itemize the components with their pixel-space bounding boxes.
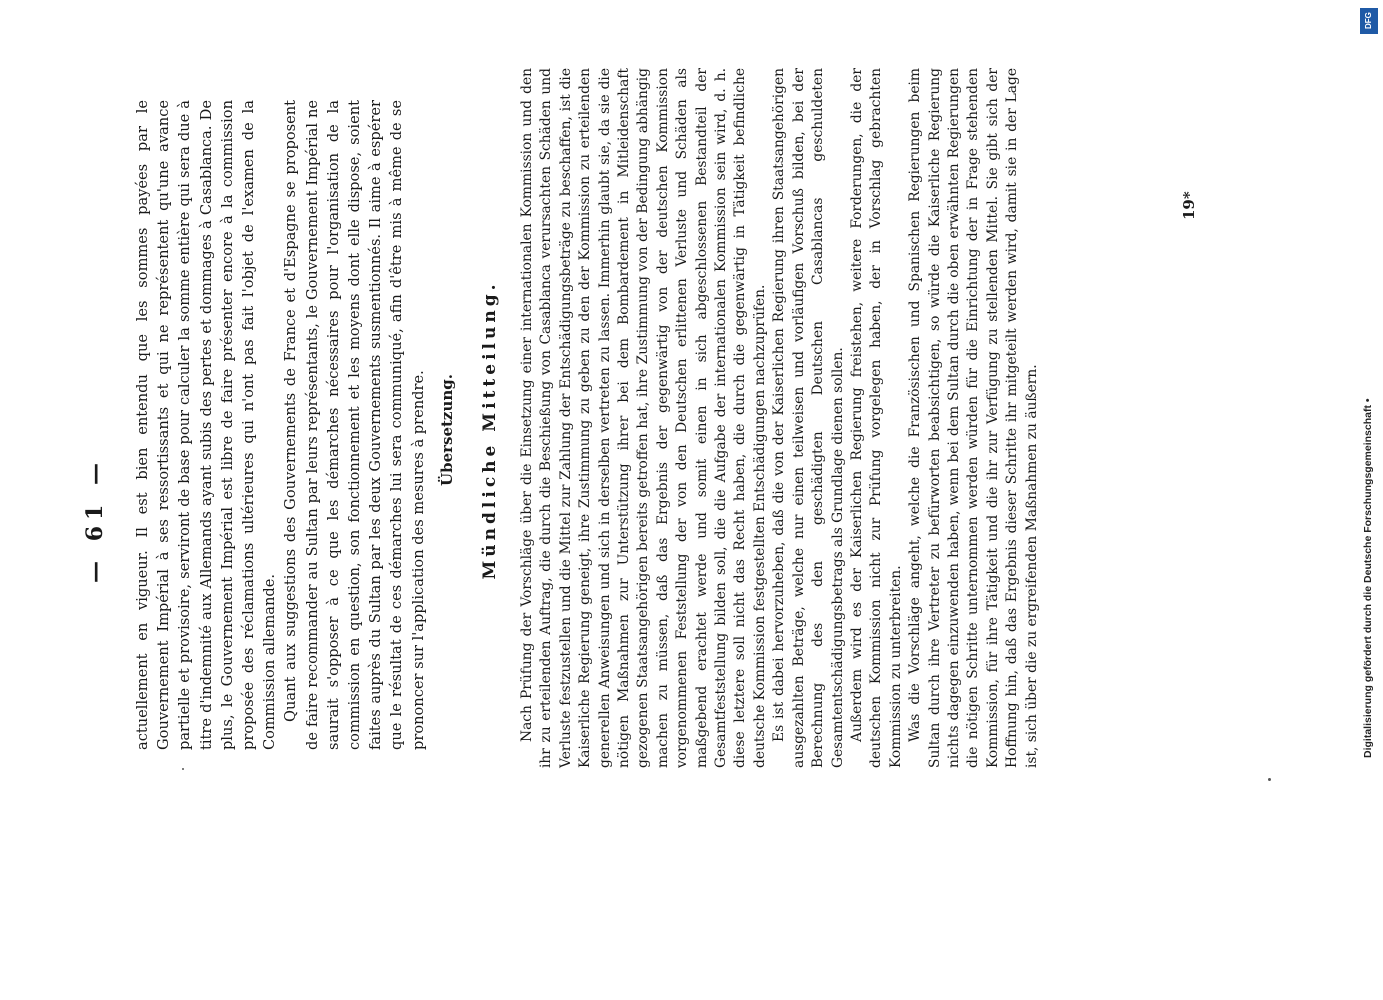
translation-title: Mündliche Mitteilung.	[480, 280, 500, 580]
scan-speck	[1268, 778, 1271, 781]
scan-speck	[182, 768, 184, 770]
german-paragraph-1: Nach Prüfung der Vorschläge über die Einsetzung einer internationalen Kommission und den ihr zu erteilenden Auftrag, die durch die Beschießung von Casablanca verursachten Schäden und Verluste festzustellen und die Mittel zur Zahlung der Entschädigungsbeträge zu beschaffen, ist die Kaiserliche Regierung geneigt, ihre Zustimmung zu geben zu den der Kommission zu erteilenden generellen Anweisungen und sich in derselben vertreten zu lassen. Immerhin glaubt sie, da sie die nötigen Maßnahmen zur Unterstützung ihrer bei dem Bombardement in Mitleidenschaft gezogenen Staatsangehörigen bereits getroffen hat, ihre Zustimmung von der Bedingung abhängig machen zu müssen, daß das Ergebnis der gegenwärtig von der deutschen Kommission vorgenommenen Feststellung der von den Deutschen erlittenen Verluste und Schäden als maßgebend erachtet werde und somit einen in sich abgeschlossenen Bestandteil der Gesamtfeststellung bilden soll, die die Aufgabe der internationalen Kommission sein wird, d. h. diese letztere soll nicht das Recht haben, die durch die gegenwärtig in Tätigkeit befindliche deutsche Kommission festgestellten Entschädigungen nachzuprüfen.	[519, 68, 768, 768]
translation-label: Übersetzung.	[438, 374, 456, 486]
page-number: — 61 —	[82, 457, 108, 583]
dfg-credit-text: Digitalisierung gefördert durch die Deutsche Forschungsgemeinschaft •	[1362, 398, 1374, 758]
german-paragraph-3: Außerdem wird es der Kaiserlichen Regierung freistehen, weitere Forderungen, die der deutschen Kommission nicht zur Prüfung vorgelegen haben, der in Vorschlag gebrachten Kommission zu unterbreiten.	[848, 68, 904, 768]
rotated-page	[20, 68, 1320, 860]
dfg-credit-strip	[1359, 8, 1381, 992]
sheet-signature-mark: 19*	[1180, 191, 1198, 220]
dfg-logo-icon: DFG	[1360, 8, 1378, 34]
french-paragraph-2: Quant aux suggestions des Gouvernements de France et d'Espagne se proposent de faire recommander au Sultan par leurs représentants, le Gouvernement Impérial ne saurait s'opposer à ce que les démarches nécessaires pour l'organisation de la commission en question, son fonctionnement et les moyens dont elle dispose, soient faites auprès du Sultan par les deux Gouvernements susmentionnés. Il aime à espérer que le résultat de ces démarches lui sera communiqué, afin d'être mis à même de se prononcer sur l'application des mesures à prendre.	[282, 100, 427, 750]
german-text-block	[518, 68, 1042, 768]
french-text-block	[132, 100, 429, 750]
german-paragraph-2: Es ist dabei hervorzuheben, daß die von der Kaiserlichen Regierung ihren Staatsangehörigen ausgezahlten Beträge, welche nur einen teilweisen und vorläufigen Vorschuß bilden, bei der Berechnung des den geschädigten Deutschen Casablancas geschuldeten Gesamtentschädigungsbetrags als Grundlage dienen sollen.	[771, 68, 846, 768]
german-paragraph-4: Was die Vorschläge angeht, welche die Französischen und Spanischen Regierungen beim Sultan durch ihre Vertreter zu befürworten beabsichtigen, so würde die Kaiserliche Regierung nichts dagegen einzuwenden haben, wenn bei dem Sultan durch die oben erwähnten Regierungen die nötigen Schritte unternommen werden würden für die Einrichtung der in Frage stehenden Kommission, für ihre Tätigkeit und die ihr zur Verfügung zu stellenden Mittel. Sie gibt sich der Hoffnung hin, daß das Ergebnis dieser Schritte ihr mitgeteilt werden wird, damit sie in der Lage ist, sich über die zu ergreifenden Maßnahmen zu äußern.	[907, 68, 1040, 768]
french-paragraph-1: actuellement en vigueur. Il est bien entendu que les sommes payées par le Gouvernement Impérial à ses ressortissants et qui ne représentent qu'une avance partielle et provisoire, serviront de base pour calculer la somme entière qui sera due à titre d'indemnité aux Allemands ayant subis des pertes et dommages à Casablanca. De plus, le Gouvernement Impérial est libre de faire présenter encore à la commission proposée des réclamations ultérieures qui n'ont pas fait l'objet de l'examen de la Commission allemande.	[134, 100, 279, 750]
